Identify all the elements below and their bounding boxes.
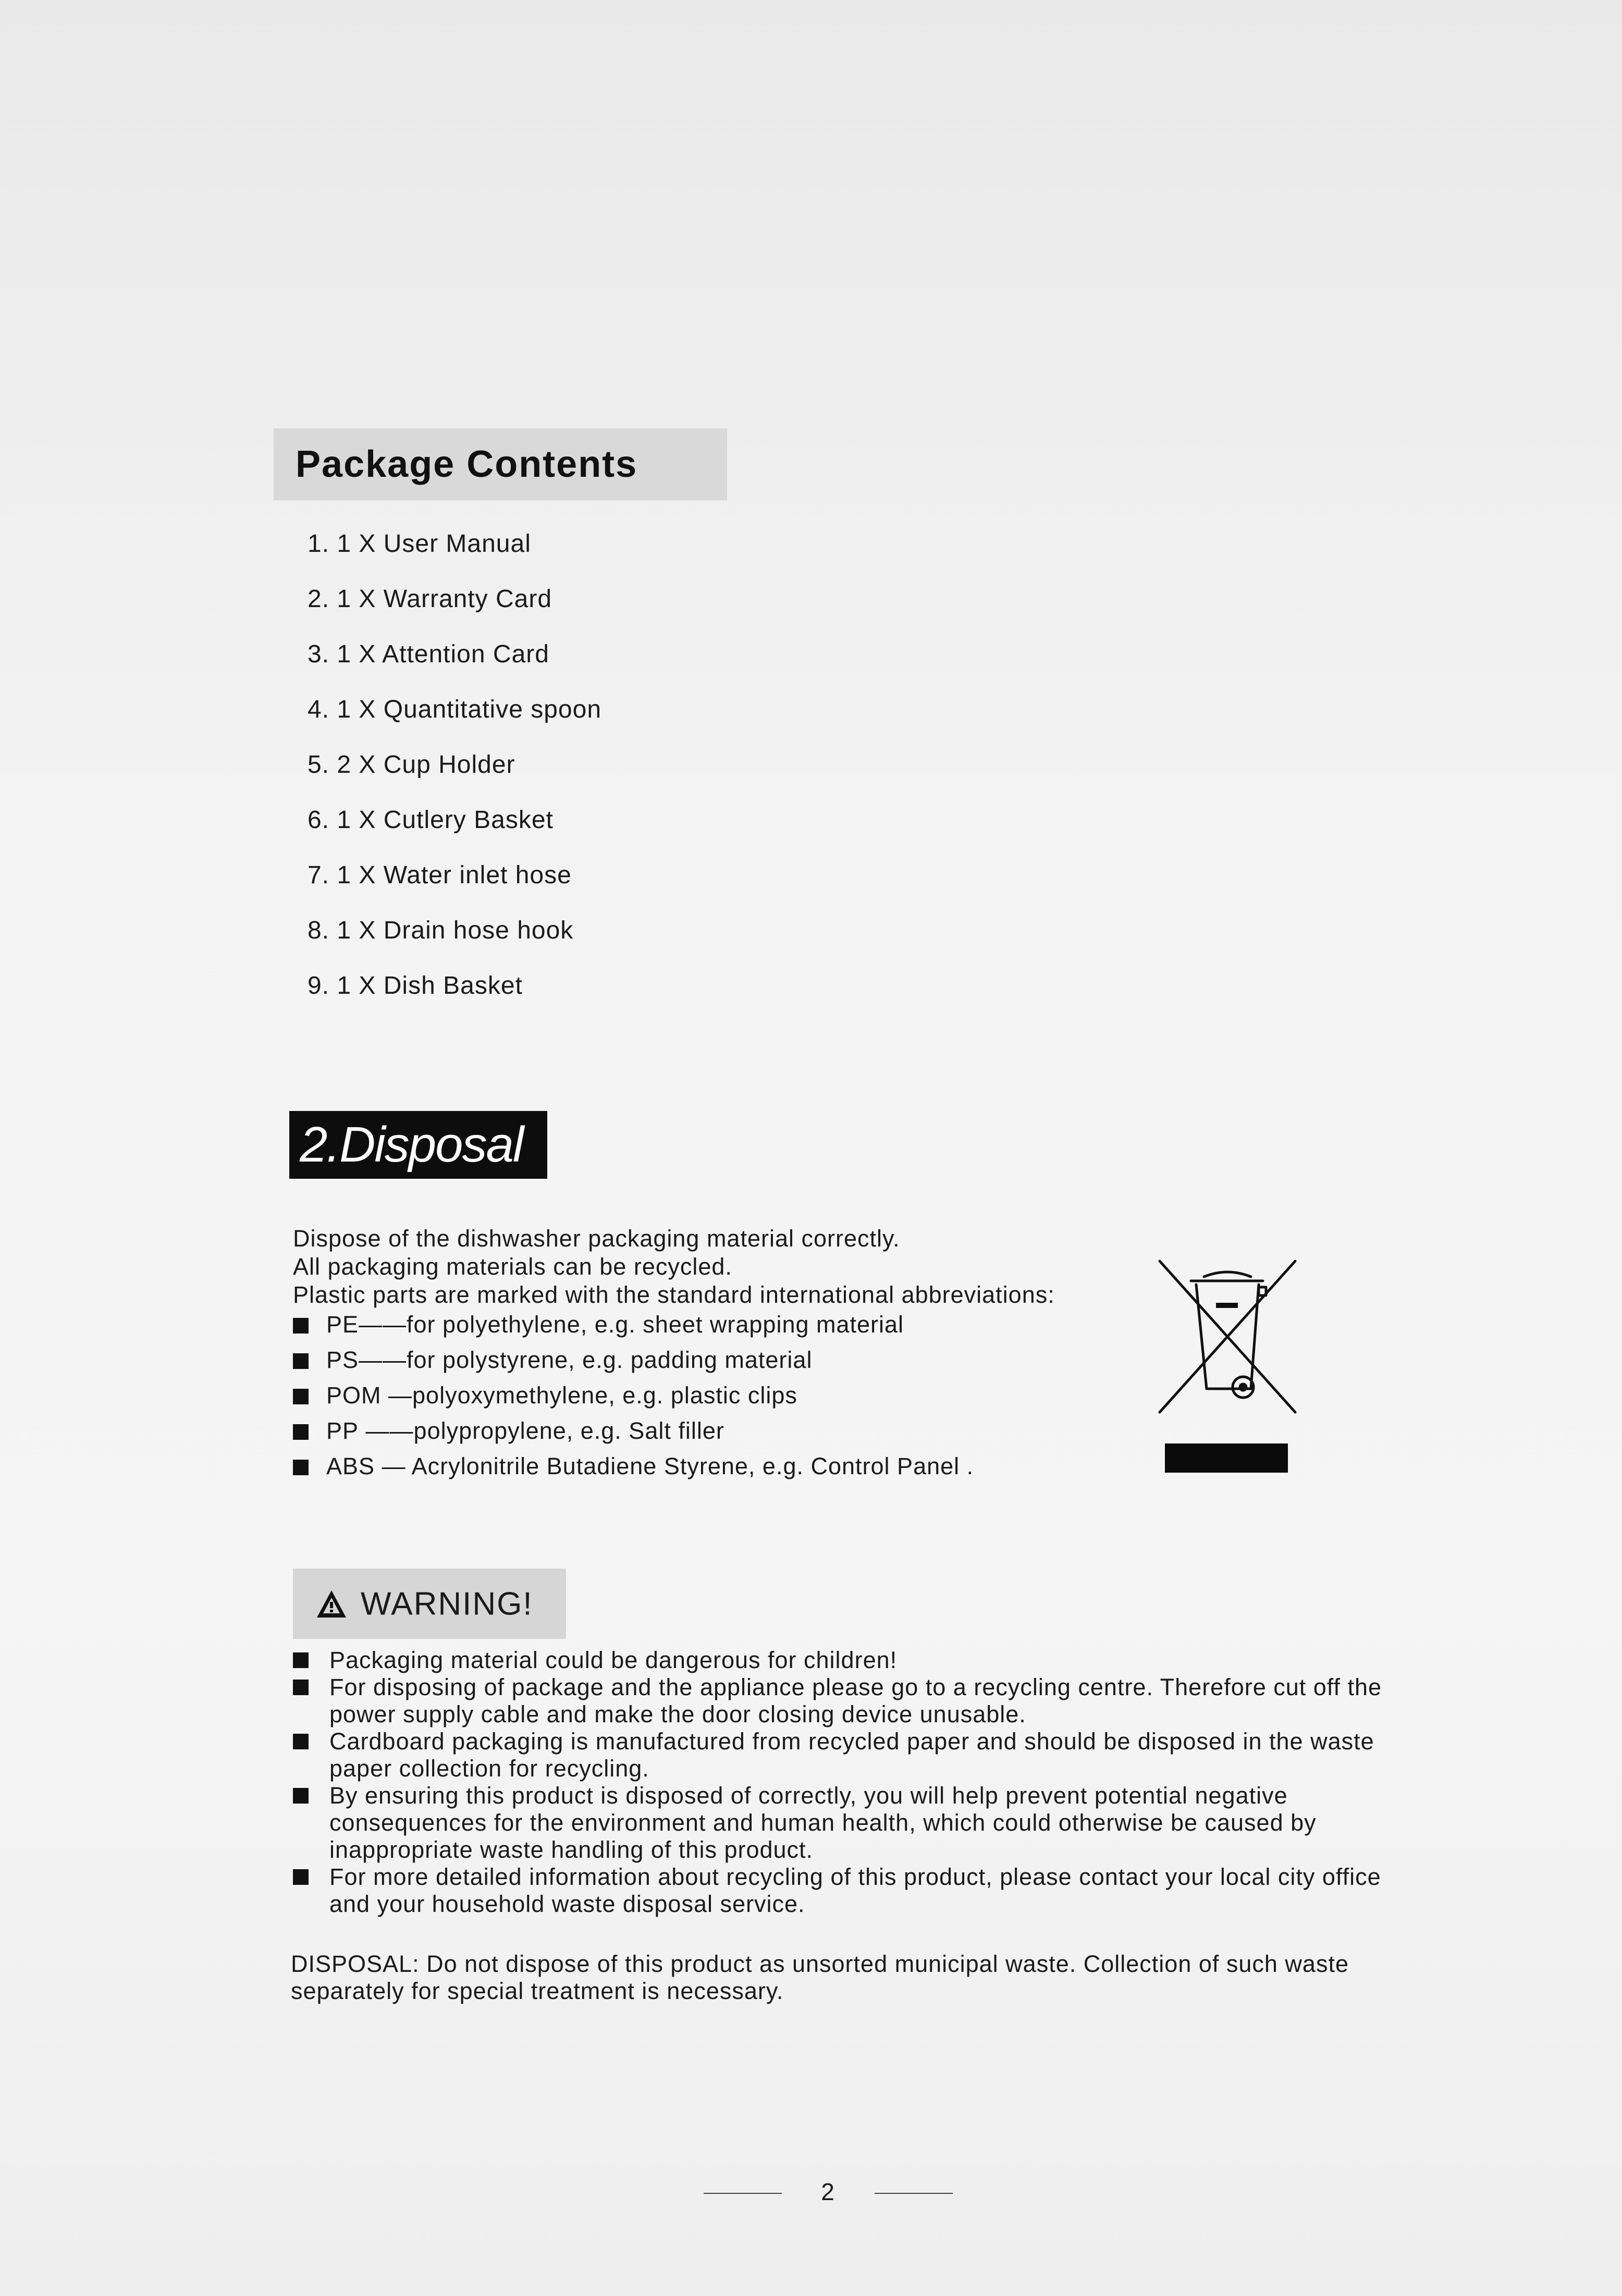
list-item: [293, 1782, 1387, 1863]
warning-triangle-icon: [316, 1589, 347, 1619]
list-item: 2. 1 X Warranty Card: [308, 585, 552, 613]
list-item: 1. 1 X User Manual: [308, 530, 531, 558]
warning-item-text: Cardboard packaging is manufactured from recycled paper and should be disposed in the waste paper collection for recycling.: [329, 1728, 1374, 1782]
package-contents-header: [274, 428, 727, 500]
warning-item-text: For disposing of package and the appliance please go to a recycling centre. Therefore cut off the power supply cable and make the door closing device unusable.: [329, 1674, 1382, 1727]
disposal-intro: [293, 1225, 1148, 1309]
square-bullet-icon: [293, 1460, 309, 1475]
list-item: 7. 1 X Water inlet hose: [308, 861, 572, 889]
footer-rule-left: [704, 2193, 782, 2194]
list-item: 4. 1 X Quantitative spoon: [308, 696, 602, 723]
warning-item-text: For more detailed information about recycling of this product, please contact your local city office and your household waste disposal service.: [329, 1863, 1381, 1917]
list-item: [293, 1342, 974, 1378]
warning-header: [293, 1569, 566, 1639]
warning-list: [293, 1647, 1387, 1918]
disposal-intro-line: All packaging materials can be recycled.: [293, 1253, 732, 1280]
list-item: [293, 1307, 974, 1342]
square-bullet-icon: [293, 1353, 309, 1369]
list-item: [293, 1378, 974, 1413]
abbr-sep: —: [388, 1382, 413, 1409]
abbr-code: POM: [326, 1382, 382, 1409]
abbr-code: PS: [326, 1347, 359, 1373]
square-bullet-icon: [293, 1652, 309, 1668]
square-bullet-icon: [293, 1680, 309, 1695]
abbr-sep: —: [382, 1453, 406, 1479]
abbr-desc: polyoxymethylene, e.g. plastic clips: [412, 1382, 797, 1409]
square-bullet-icon: [293, 1788, 309, 1804]
abbr-sep: ——: [365, 1417, 414, 1444]
disposal-intro-line: Dispose of the dishwasher packaging material correctly.: [293, 1225, 900, 1252]
list-item: 6. 1 X Cutlery Basket: [308, 806, 554, 834]
square-bullet-icon: [293, 1734, 309, 1749]
list-item: 5. 2 X Cup Holder: [308, 751, 515, 779]
package-contents-title: Package Contents: [296, 443, 638, 485]
page-number: 2: [821, 2178, 834, 2205]
square-bullet-icon: [293, 1318, 309, 1334]
warning-item-text: Packaging material could be dangerous for children!: [329, 1647, 898, 1673]
square-bullet-icon: [293, 1424, 309, 1440]
list-item: 9. 1 X Dish Basket: [308, 972, 523, 999]
list-item: [293, 1413, 974, 1449]
abbr-code: ABS: [326, 1453, 375, 1479]
weee-black-bar: [1165, 1443, 1288, 1473]
crossed-out-wheelie-bin-icon: [1154, 1256, 1300, 1417]
warning-title: WARNING!: [361, 1586, 533, 1622]
page-footer: [704, 2176, 954, 2207]
abbr-desc: Acrylonitrile Butadiene Styrene, e.g. Control Panel .: [411, 1453, 974, 1479]
list-item: 8. 1 X Drain hose hook: [308, 917, 574, 944]
list-item: [293, 1674, 1387, 1728]
package-contents-list: [308, 521, 601, 1018]
list-item: [293, 1728, 1387, 1782]
list-item: [293, 1863, 1387, 1918]
list-item: [293, 1449, 974, 1484]
abbr-desc: for polystyrene, e.g. padding material: [407, 1347, 813, 1373]
footer-rule-right: [875, 2193, 953, 2194]
plastic-abbreviations-list: [293, 1307, 974, 1484]
warning-item-text: By ensuring this product is disposed of correctly, you will help prevent potential negative consequences for the environment and human health, which could otherwise be caused by inappropriate waste handling of this product.: [329, 1782, 1317, 1863]
list-item: 3. 1 X Attention Card: [308, 640, 549, 668]
square-bullet-icon: [293, 1869, 309, 1885]
disposal-title: 2.Disposal: [289, 1111, 547, 1179]
square-bullet-icon: [293, 1389, 309, 1404]
abbr-code: PP: [326, 1417, 359, 1444]
disposal-final-note: DISPOSAL: Do not dispose of this product as unsorted municipal waste. Collection of such waste separately for special treatment is necessary.: [291, 1951, 1349, 2004]
abbr-sep: ——: [359, 1311, 407, 1338]
abbr-sep: ——: [359, 1347, 407, 1373]
abbr-desc: for polyethylene, e.g. sheet wrapping material: [407, 1311, 904, 1338]
abbr-code: PE: [326, 1311, 359, 1338]
disposal-intro-line: Plastic parts are marked with the standard international abbreviations:: [293, 1281, 1055, 1308]
abbr-desc: polypropylene, e.g. Salt filler: [413, 1417, 724, 1444]
list-item: [293, 1647, 1387, 1674]
